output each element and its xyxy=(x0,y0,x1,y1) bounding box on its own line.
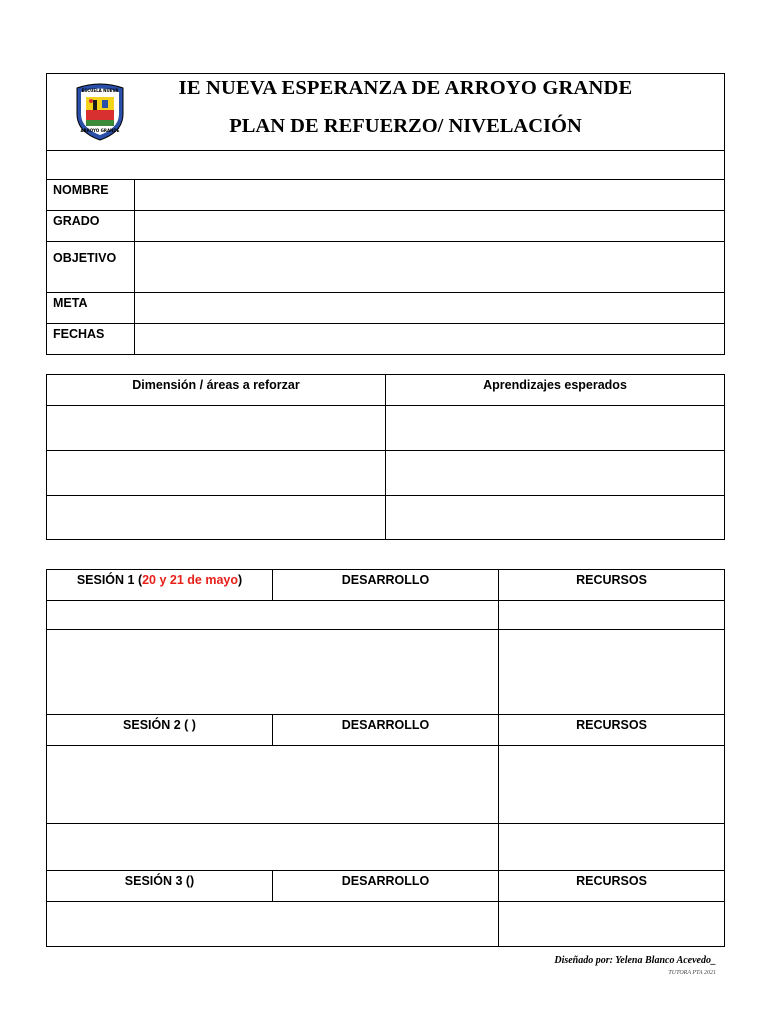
aprendizaje-cell[interactable] xyxy=(386,451,725,496)
svg-text:ESCUELA NUEVA: ESCUELA NUEVA xyxy=(81,88,119,93)
area-cell[interactable] xyxy=(47,496,386,540)
desarrollo-header: DESARROLLO xyxy=(273,570,499,601)
session-1-desarrollo-cell[interactable] xyxy=(47,601,499,630)
fechas-field[interactable] xyxy=(135,324,725,355)
student-info-table xyxy=(46,73,725,355)
objetivo-field[interactable] xyxy=(135,242,725,293)
session-2-header: SESIÓN 2 ( ) xyxy=(47,715,273,746)
session-1-desarrollo-cell[interactable] xyxy=(47,630,499,715)
school-name: IE NUEVA ESPERANZA DE ARROYO GRANDE xyxy=(178,77,633,99)
session-2-desarrollo-cell[interactable] xyxy=(47,824,499,871)
header-cell xyxy=(47,74,725,151)
session-2-recursos-cell[interactable] xyxy=(499,824,725,871)
desarrollo-header: DESARROLLO xyxy=(273,715,499,746)
recursos-header: RECURSOS xyxy=(499,715,725,746)
desarrollo-header: DESARROLLO xyxy=(273,871,499,902)
aprendizaje-cell[interactable] xyxy=(386,496,725,540)
areas-header: Dimensión / áreas a reforzar xyxy=(47,375,386,406)
session-3-recursos-cell[interactable] xyxy=(499,902,725,947)
aprendizajes-header: Aprendizajes esperados xyxy=(386,375,725,406)
svg-text:ARROYO GRANDE: ARROYO GRANDE xyxy=(80,128,120,133)
nombre-field[interactable] xyxy=(135,180,725,211)
area-cell[interactable] xyxy=(47,451,386,496)
session-3-desarrollo-cell[interactable] xyxy=(47,902,499,947)
session-1-header: SESIÓN 1 (20 y 21 de mayo) xyxy=(47,570,273,601)
session-1-recursos-cell[interactable] xyxy=(499,630,725,715)
plan-title: PLAN DE REFUERZO/ NIVELACIÓN xyxy=(229,115,582,137)
school-crest-logo xyxy=(69,80,131,142)
objetivo-label: OBJETIVO xyxy=(47,242,135,293)
recursos-header: RECURSOS xyxy=(499,570,725,601)
aprendizaje-cell[interactable] xyxy=(386,406,725,451)
nombre-label: NOMBRE xyxy=(47,180,135,211)
recursos-header: RECURSOS xyxy=(499,871,725,902)
grado-label: GRADO xyxy=(47,211,135,242)
grado-field[interactable] xyxy=(135,211,725,242)
areas-table xyxy=(46,374,725,540)
blank-row[interactable] xyxy=(47,151,725,180)
session-1-recursos-cell[interactable] xyxy=(499,601,725,630)
sessions-table xyxy=(46,569,725,947)
session-2-desarrollo-cell[interactable] xyxy=(47,746,499,824)
area-cell[interactable] xyxy=(47,406,386,451)
session-3-header: SESIÓN 3 () xyxy=(47,871,273,902)
meta-field[interactable] xyxy=(135,293,725,324)
designer-role: TUTORA PTA 2021 xyxy=(668,970,716,976)
meta-label: META xyxy=(47,293,135,324)
session-1-dates: 20 y 21 de mayo xyxy=(142,573,239,587)
session-2-recursos-cell[interactable] xyxy=(499,746,725,824)
designer-credit: Diseñado por: Yelena Blanco Acevedo_ xyxy=(554,955,716,966)
fechas-label: FECHAS xyxy=(47,324,135,355)
